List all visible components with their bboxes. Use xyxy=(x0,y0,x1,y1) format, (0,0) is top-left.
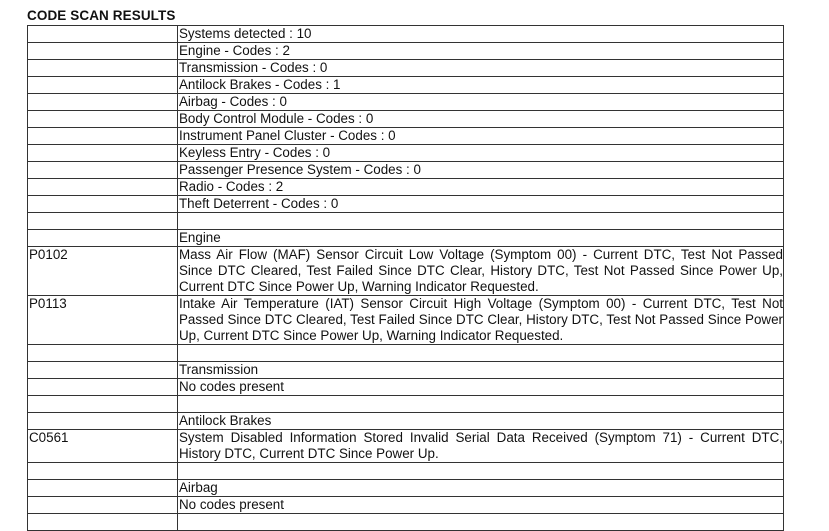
dtc-code-cell: P0113 xyxy=(28,296,178,345)
table-row xyxy=(28,463,784,480)
table-row xyxy=(28,77,784,94)
description-cell: Instrument Panel Cluster - Codes : 0 xyxy=(178,128,784,145)
description-cell: Intake Air Temperature (IAT) Sensor Circuit High Voltage (Symptom 00) - Current DTC, Test Not Passed Since DTC Cleared, Test Failed Since DTC Clear, History DTC, Test Not Passed Since Power Up, Current DTC Since Power Up, Warning Indicator Requested. xyxy=(179,296,783,343)
description-cell xyxy=(178,396,784,413)
description-cell: Engine - Codes : 2 xyxy=(178,43,784,60)
code-scan-table xyxy=(27,25,784,531)
description-cell: No codes present xyxy=(178,379,784,396)
page-title: CODE SCAN RESULTS xyxy=(27,8,176,23)
dtc-code-cell xyxy=(28,26,178,43)
description-cell: Body Control Module - Codes : 0 xyxy=(178,111,784,128)
dtc-code-cell xyxy=(28,345,178,362)
table-row xyxy=(28,26,784,43)
table-row xyxy=(28,162,784,179)
dtc-code-cell xyxy=(28,379,178,396)
table-row xyxy=(28,480,784,497)
description-cell: Transmission - Codes : 0 xyxy=(178,60,784,77)
description-cell: Systems detected : 10 xyxy=(178,26,784,43)
table-row xyxy=(28,497,784,514)
description-cell xyxy=(178,514,784,531)
description-cell: No codes present xyxy=(178,497,784,514)
dtc-code-cell xyxy=(28,497,178,514)
dtc-code-cell xyxy=(28,362,178,379)
dtc-code-cell xyxy=(28,413,178,430)
table-row xyxy=(28,230,784,247)
dtc-code-cell xyxy=(28,162,178,179)
table-row xyxy=(28,296,784,345)
dtc-code-cell xyxy=(28,145,178,162)
description-cell: Airbag - Codes : 0 xyxy=(178,94,784,111)
dtc-code-cell xyxy=(28,179,178,196)
table-row xyxy=(28,514,784,531)
dtc-code-cell xyxy=(28,514,178,531)
description-cell: Theft Deterrent - Codes : 0 xyxy=(178,196,784,213)
table-row xyxy=(28,128,784,145)
description-cell: Keyless Entry - Codes : 0 xyxy=(178,145,784,162)
table-row xyxy=(28,345,784,362)
dtc-code-cell xyxy=(28,77,178,94)
table-row xyxy=(28,413,784,430)
table-row xyxy=(28,362,784,379)
dtc-code-cell: P0102 xyxy=(28,247,178,296)
table-row xyxy=(28,60,784,77)
table-row xyxy=(28,145,784,162)
dtc-code-cell xyxy=(28,43,178,60)
dtc-code-cell xyxy=(28,230,178,247)
dtc-code-cell xyxy=(28,94,178,111)
description-cell: Antilock Brakes xyxy=(178,413,784,430)
dtc-code-cell xyxy=(28,463,178,480)
table-row xyxy=(28,196,784,213)
description-cell: Airbag xyxy=(178,480,784,497)
dtc-code-cell xyxy=(28,111,178,128)
dtc-code-cell: C0561 xyxy=(28,430,178,463)
dtc-code-cell xyxy=(28,480,178,497)
description-cell xyxy=(178,213,784,230)
table-row xyxy=(28,111,784,128)
description-cell xyxy=(178,463,784,480)
table-row xyxy=(28,213,784,230)
dtc-code-cell xyxy=(28,60,178,77)
description-cell: Mass Air Flow (MAF) Sensor Circuit Low Voltage (Symptom 00) - Current DTC, Test Not Passed Since DTC Cleared, Test Failed Since DTC Clear, History DTC, Test Not Passed Since Power Up, Current DTC Since Power Up, Warning Indicator Requested. xyxy=(179,247,783,294)
description-cell: Radio - Codes : 2 xyxy=(178,179,784,196)
description-cell: Antilock Brakes - Codes : 1 xyxy=(178,77,784,94)
description-cell: System Disabled Information Stored Invalid Serial Data Received (Symptom 71) - Current DTC, History DTC, Current DTC Since Power Up. xyxy=(179,430,783,461)
table-row xyxy=(28,94,784,111)
description-cell: Engine xyxy=(178,230,784,247)
description-cell xyxy=(178,345,784,362)
dtc-code-cell xyxy=(28,396,178,413)
table-row xyxy=(28,179,784,196)
description-cell: Transmission xyxy=(178,362,784,379)
description-cell: Passenger Presence System - Codes : 0 xyxy=(178,162,784,179)
table-row xyxy=(28,430,784,463)
table-row xyxy=(28,379,784,396)
table-row xyxy=(28,396,784,413)
dtc-code-cell xyxy=(28,128,178,145)
dtc-code-cell xyxy=(28,213,178,230)
table-row xyxy=(28,247,784,296)
table-row xyxy=(28,43,784,60)
dtc-code-cell xyxy=(28,196,178,213)
code-scan-table-body xyxy=(28,26,784,531)
